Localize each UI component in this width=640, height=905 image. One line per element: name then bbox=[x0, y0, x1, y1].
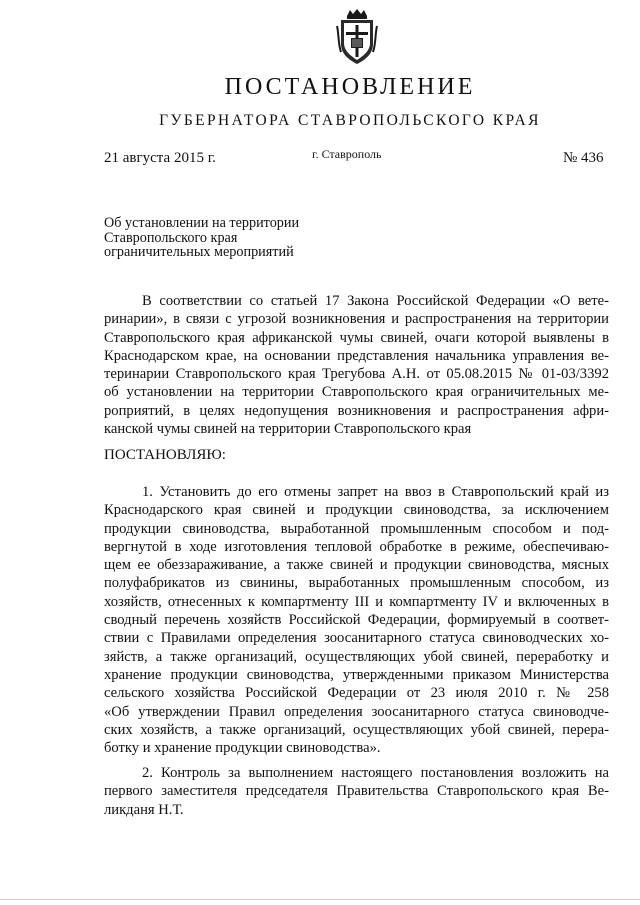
item-1-line: щем ее обеззараживание, а также свиней и продукции свиноводства, мясных bbox=[104, 557, 609, 574]
preamble-line: В соответствии со статьей 17 Закона Российской Федерации «О вете- bbox=[142, 293, 609, 309]
document-subject bbox=[104, 216, 299, 260]
document-title: ПОСТАНОВЛЕНИЕ bbox=[224, 74, 476, 100]
item-1-line: продукции свиноводства, выработанной промышленным способом и под- bbox=[104, 520, 609, 537]
subject-line: ограничительных мероприятий bbox=[104, 244, 294, 260]
item-1-line: сельского хозяйства Российской Федерации от 23 июля 2010 г. № 258 bbox=[104, 685, 609, 702]
document-date: 21 августа 2015 г. bbox=[104, 150, 216, 166]
item-1-line: «Об утверждении Правил определения зоосанитарного статуса свиноводче- bbox=[104, 703, 609, 720]
item-1-line: ствии с Правилами определения зоосанитарного статуса свиноводческих хо- bbox=[104, 630, 609, 647]
preamble-line: об установлении на территории Ставропольского края ограничительных ме- bbox=[104, 384, 609, 401]
item-1-line: вергнутой в ходе изготовления тепловой обработке в режиме, обеспечиваю- bbox=[104, 538, 609, 555]
item-1-line: полуфабрикатов из свинины, выработанных промышленным способом, из bbox=[104, 575, 609, 592]
preamble-line: канской чумы свиней на территории Ставропольского края bbox=[104, 421, 472, 438]
preamble-line: Ставропольского края африканской чумы свиней, очаги которой выявлены в bbox=[104, 329, 609, 346]
preamble-line: Краснодарском крае, на основании представления начальника управления ве- bbox=[104, 347, 609, 364]
item-1-line: 1. Установить до его отмены запрет на ввоз в Ставропольский край из bbox=[142, 484, 609, 500]
item-1-line: Краснодарского края свиней и продукции свиноводства, за исключением bbox=[104, 502, 609, 519]
item-1-line: ботку и хранение продукции свиноводства». bbox=[104, 740, 381, 757]
item-2-paragraph bbox=[104, 764, 609, 819]
preamble-line: роприятий, в целях недопущения возникновения и распространения афри- bbox=[104, 402, 609, 419]
document-issuer: ГУБЕРНАТОРА СТАВРОПОЛЬСКОГО КРАЯ bbox=[159, 112, 541, 129]
item-1-line: сводный перечень хозяйств Российской Федерации, формируемый в соответ- bbox=[104, 612, 609, 629]
document-place: г. Ставрополь bbox=[312, 147, 382, 161]
preamble-line: ринарии», в связи с угрозой возникновения и распространения на территории bbox=[104, 311, 609, 328]
item-1-line: хранение продукции свиноводства, утвержденными приказом Министерства bbox=[104, 666, 609, 683]
item-2-line: первого заместителя председателя Правительства Ставропольского края Ве- bbox=[104, 783, 609, 800]
resolve-heading: ПОСТАНОВЛЯЮ: bbox=[104, 447, 226, 463]
page-bottom-edge bbox=[0, 899, 640, 900]
document-number: № 436 bbox=[563, 150, 604, 166]
preamble-paragraph bbox=[104, 292, 609, 438]
subject-line: Ставропольского края bbox=[104, 229, 238, 246]
item-1-line: зяйств, а также организаций, осуществляющих убой свиней, переработку и bbox=[104, 648, 609, 665]
item-1-line: ских хозяйств, а также организаций, осуществляющих убой свиней, перера- bbox=[104, 721, 609, 738]
item-1-line: хозяйств, отнесенных к компартменту III и компартменту IV и включенных в bbox=[104, 593, 609, 610]
item-1-paragraph bbox=[104, 483, 609, 757]
item-2-line: 2. Контроль за выполнением настоящего постановления возложить на bbox=[142, 765, 609, 781]
item-2-line: ликданя Н.Т. bbox=[104, 801, 184, 818]
preamble-line: теринарии Ставропольского края Трегубова А.Н. от 05.08.2015 № 01-03/3392 bbox=[104, 366, 609, 383]
subject-line: Об установлении на территории bbox=[104, 215, 300, 231]
coat-of-arms-emblem bbox=[335, 8, 379, 66]
